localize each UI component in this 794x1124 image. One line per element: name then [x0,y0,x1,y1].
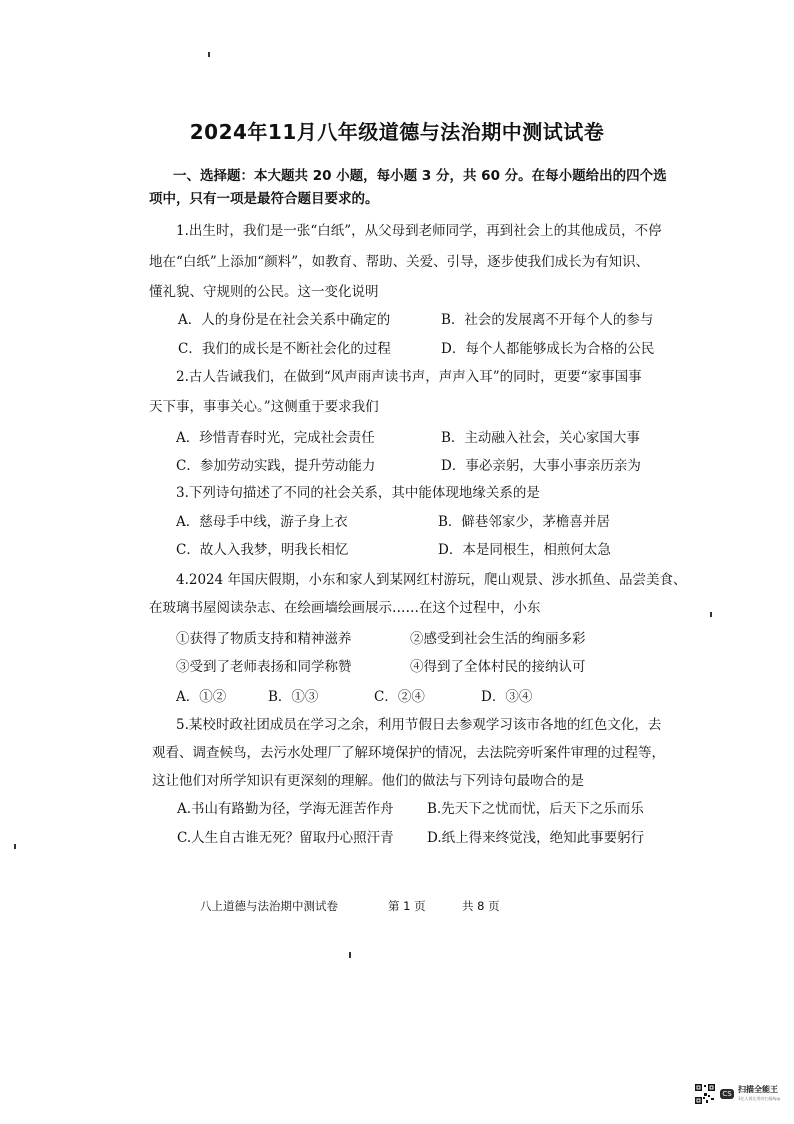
q3-option-c: C．故人入我梦，明我长相忆 [176,542,349,558]
scan-speck [14,844,16,849]
scanner-logo-icon: CS [720,1089,734,1099]
q4-option-d: D．③④ [481,689,533,705]
q4-statement-2: ②感受到社会生活的绚丽多彩 [410,631,586,647]
section-heading-line-2: 项中，只有一项是最符合题目要求的。 [149,191,379,207]
watermark-brand: 扫描全能王 [738,1085,778,1094]
q4-statement-3: ③受到了老师表扬和同学称赞 [176,659,352,675]
watermark-subtitle: 3亿人都在用的扫描App [738,1096,781,1101]
q4-stem-line-2: 在玻璃书屋阅读杂志、在绘画墙绘画展示……在这个过程中，小东 [149,600,541,616]
q1-stem-line-3: 懂礼貌、守规则的公民。这一变化说明 [149,284,379,300]
q1-option-d: D．每个人都能够成长为合格的公民 [441,341,655,357]
qr-code-icon [694,1083,716,1105]
footer-total-pages: 共 8 页 [462,899,500,913]
scan-speck [710,612,712,617]
footer-exam-name: 八上道德与法治期中测试卷 [200,899,338,913]
q3-option-a: A．慈母手中线，游子身上衣 [176,514,348,530]
q5-option-c: C.人生自古谁无死？留取丹心照汗青 [177,830,394,846]
q1-stem-line-2: 地在“白纸”上添加“颜料”，如教育、帮助、关爱、引导，逐步使我们成长为有知识、 [149,254,650,270]
q2-option-d: D．事必亲躬，大事小事亲历亲为 [441,458,641,474]
q4-statement-4: ④得到了全体村民的接纳认可 [410,659,586,675]
q1-stem-line-1: 1.出生时，我们是一张“白纸”，从父母到老师同学，再到社会上的其他成员，不停 [176,223,662,239]
q5-stem-line-2: 观看、调查候鸟，去污水处理厂了解环境保护的情况，去法院旁听案件审理的过程等， [152,745,665,761]
footer-page-number: 第 1 页 [388,899,426,913]
scanner-watermark [694,1080,794,1108]
q2-stem-line-1: 2.古人告诫我们，在做到“风声雨声读书声，声声入耳”的同时，更要“家事国事 [176,369,642,385]
q4-stem-line-1: 4.2024 年国庆假期，小东和家人到某网红村游玩，爬山观景、涉水抓鱼、品尝美食、 [176,572,687,588]
q3-option-b: B．僻巷邻家少，茅檐喜并居 [438,514,610,530]
q5-stem-line-1: 5.某校时政社团成员在学习之余，利用节假日去参观学习该市各地的红色文化，去 [176,717,662,733]
q1-option-b: B．社会的发展离不开每个人的参与 [441,312,654,328]
q2-option-b: B．主动融入社会，关心家国大事 [441,430,640,446]
q1-option-c: C．我们的成长是不断社会化的过程 [178,341,391,357]
q2-option-c: C．参加劳动实践，提升劳动能力 [176,458,376,474]
q5-option-b: B.先天下之忧而忧，后天下之乐而乐 [427,801,644,817]
q4-statement-1: ①获得了物质支持和精神滋养 [176,631,352,647]
q4-option-a: A．①② [176,689,227,705]
section-heading-line-1: 一、选择题：本大题共 20 小题，每小题 3 分，共 60 分。在每小题给出的四个选 [173,168,667,184]
q4-option-c: C．②④ [374,689,425,705]
q5-option-a: A.书山有路勤为径，学海无涯苦作舟 [177,801,394,817]
q3-stem-line-1: 3.下列诗句描述了不同的社会关系，其中能体现地缘关系的是 [176,485,540,501]
q2-stem-line-2: 天下事，事事关心。”这侧重于要求我们 [149,399,379,415]
q5-option-d: D.纸上得来终觉浅，绝知此事要躬行 [427,830,645,846]
page-title: 2024年11月八年级道德与法治期中测试试卷 [189,120,605,144]
q2-option-a: A．珍惜青春时光，完成社会责任 [176,430,375,446]
q4-option-b: B．①③ [268,689,319,705]
scan-speck [208,52,210,57]
q1-option-a: A．人的身份是在社会关系中确定的 [178,312,391,328]
q5-stem-line-3: 这让他们对所学知识有更深刻的理解。他们的做法与下列诗句最吻合的是 [152,773,584,789]
q3-option-d: D．本是同根生，相煎何太急 [438,542,611,558]
scan-speck [349,952,351,958]
